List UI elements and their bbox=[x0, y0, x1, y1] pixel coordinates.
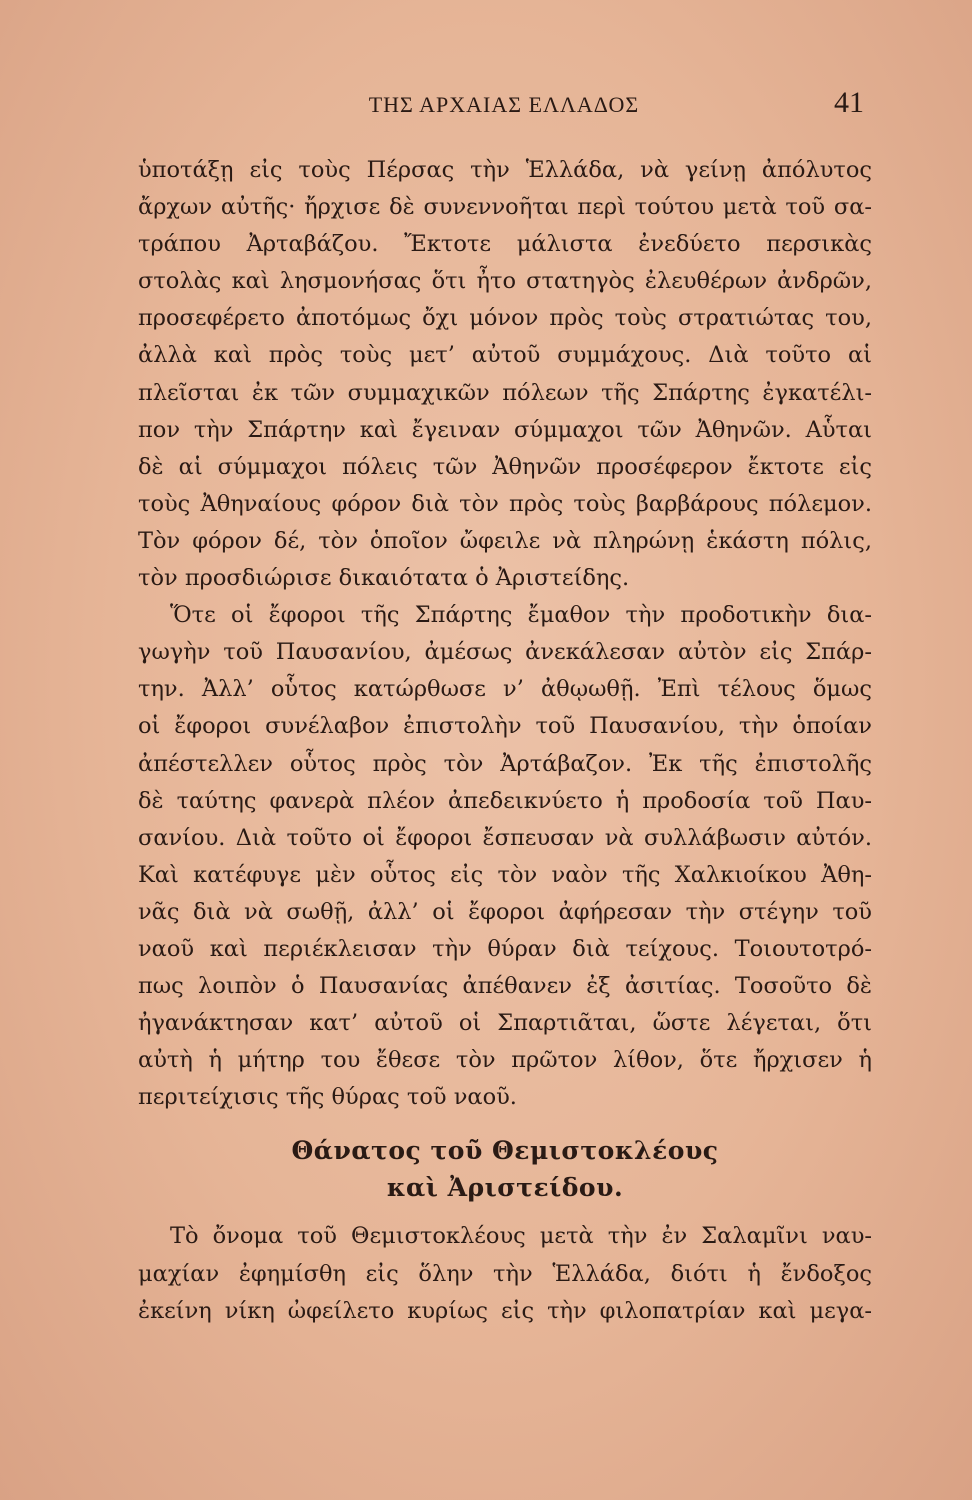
page-number: 41 bbox=[834, 86, 864, 119]
text-line: αὐτὴ ἡ μήτηρ του ἔθεσε τὸν πρῶτον λίθον, ὅτε ἤρχισεν ἡ bbox=[138, 1047, 872, 1074]
text-line: ἄρχων αὐτῆς· ἤρχισε δὲ συνεννοῆται περὶ τούτου μετὰ τοῦ σα- bbox=[138, 194, 872, 221]
text-line: δὲ αἱ σύμμαχοι πόλεις τῶν Ἀθηνῶν προσέφερον ἔκτοτε εἰς bbox=[138, 453, 872, 480]
text-line: ὑποτάξῃ εἰς τοὺς Πέρσας τὴν Ἑλλάδα, νὰ γείνῃ ἀπόλυτος bbox=[138, 157, 872, 183]
text-line: μαχίαν ἐφημίσθη εἰς ὅλην τὴν Ἑλλάδα, διότι ἡ ἔνδοξος bbox=[138, 1260, 872, 1287]
text-line: προσεφέρετο ἀποτόμως ὄχι μόνον πρὸς τοὺς στρατιώτας του, bbox=[138, 305, 872, 332]
text-line: περιτείχισις τῆς θύρας τοῦ ναοῦ. bbox=[138, 1084, 517, 1111]
text-line: ἐκείνη νίκη ὠφείλετο κυρίως εἰς τὴν φιλοπατρίαν καὶ μεγα- bbox=[138, 1297, 872, 1324]
paragraph-3 bbox=[138, 1218, 872, 1329]
text-line: ἠγανάκτησαν κατ’ αὐτοῦ οἱ Σπαρτιᾶται, ὥστε λέγεται, ὅτι bbox=[138, 1010, 872, 1037]
text-line: δὲ ταύτης φανερὰ πλέον ἀπεδεικνύετο ἡ προδοσία τοῦ Παυ- bbox=[138, 787, 872, 814]
section-heading bbox=[138, 1132, 872, 1206]
text-line: στολὰς καὶ λησμονήσας ὅτι ἦτο στατηγὸς ἐλευθέρων ἀνδρῶν, bbox=[138, 268, 872, 295]
text-line: σανίου. Διὰ τοῦτο οἱ ἔφοροι ἔσπευσαν νὰ συλλάβωσιν αὐτόν. bbox=[138, 824, 872, 851]
text-line: Τὸ ὄνομα τοῦ Θεμιστοκλέους μετὰ τὴν ἐν Σαλαμῖνι ναυ- bbox=[170, 1223, 872, 1250]
text-line: ἀλλὰ καὶ πρὸς τοὺς μετ’ αὐτοῦ συμμάχους. Διὰ τοῦτο αἱ bbox=[138, 342, 872, 369]
paragraph-1 bbox=[138, 152, 872, 597]
text-line: τὸν προσδιώρισε δικαιότατα ὁ Ἀριστείδης. bbox=[138, 565, 630, 592]
text-line: Τὸν φόρον δέ, τὸν ὁποῖον ὤφειλε νὰ πληρώνῃ ἑκάστη πόλις, bbox=[138, 527, 872, 554]
text-line: γωγὴν τοῦ Παυσανίου, ἀμέσως ἀνεκάλεσαν αὐτὸν εἰς Σπάρ- bbox=[138, 639, 872, 666]
text-line: ἀπέστελλεν οὗτος πρὸς τὸν Ἀρτάβαζον. Ἐκ τῆς ἐπιστολῆς bbox=[138, 750, 872, 777]
text-line: Καὶ κατέφυγε μὲν οὗτος εἰς τὸν ναὸν τῆς Χαλκιοίκου Ἀθη- bbox=[138, 861, 872, 888]
body-text bbox=[138, 152, 872, 1330]
running-title: ΤΗΣ ΑΡΧΑΙΑΣ ΕΛΛΑΔΟΣ bbox=[368, 92, 640, 117]
section-heading-line: καὶ Ἀριστείδου. bbox=[386, 1173, 624, 1203]
text-line: τράπου Ἀρταβάζου. Ἔκτοτε μάλιστα ἐνεδύετο περσικὰς bbox=[138, 231, 872, 258]
text-line: Ὅτε οἱ ἔφοροι τῆς Σπάρτης ἔμαθον τὴν προδοτικὴν δια- bbox=[170, 602, 872, 629]
text-line: οἱ ἔφοροι συνέλαβον ἐπιστολὴν τοῦ Παυσανίου, τὴν ὁποίαν bbox=[138, 713, 872, 740]
text-line: την. Ἀλλ’ οὗτος κατώρθωσε ν’ ἀθῳωθῇ. Ἐπὶ τέλους ὅμως bbox=[138, 676, 872, 703]
paragraph-2 bbox=[138, 597, 872, 1116]
text-line: νᾶς διὰ νὰ σωθῇ, ἀλλ’ οἱ ἔφοροι ἀφήρεσαν τὴν στέγην τοῦ bbox=[138, 898, 872, 925]
text-line: πλεῖσται ἐκ τῶν συμμαχικῶν πόλεων τῆς Σπάρτης ἐγκατέλι- bbox=[138, 379, 872, 406]
text-line: πον τὴν Σπάρτην καὶ ἔγειναν σύμμαχοι τῶν Ἀθηνῶν. Αὗται bbox=[138, 416, 872, 443]
running-header bbox=[140, 86, 868, 122]
text-line: ναοῦ καὶ περιέκλεισαν τὴν θύραν διὰ τείχους. Τοιουτοτρό- bbox=[138, 935, 872, 962]
text-line: τοὺς Ἀθηναίους φόρον διὰ τὸν πρὸς τοὺς βαρβάρους πόλεμον. bbox=[138, 490, 872, 517]
text-line: πως λοιπὸν ὁ Παυσανίας ἀπέθανεν ἐξ ἀσιτίας. Τοσοῦτο δὲ bbox=[138, 973, 872, 1000]
section-heading-line: Θάνατος τοῦ Θεμιστοκλέους bbox=[291, 1136, 719, 1166]
